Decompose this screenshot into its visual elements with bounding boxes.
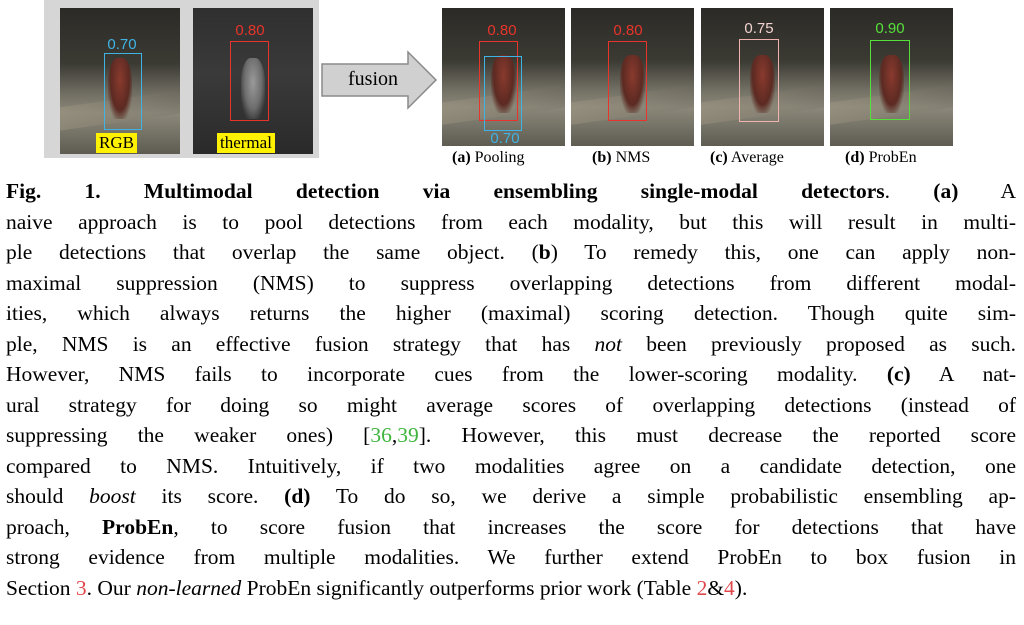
output-image-proben	[830, 8, 953, 146]
caption-text-run: ,	[391, 423, 398, 447]
caption-text-run: ple detections that overlap the same object. (	[6, 240, 539, 264]
caption-text-run: (c)	[886, 362, 911, 386]
pooling-bottom-score: 0.70	[490, 130, 520, 146]
caption-text-run: been previously proposed as such.	[621, 331, 1016, 356]
caption-text-run: not	[594, 331, 622, 356]
subcaption-average: (c) Average	[710, 149, 784, 166]
caption-text-run: (a)	[933, 179, 959, 203]
caption-text-run: .	[884, 179, 934, 203]
caption-text-run: Section	[6, 575, 76, 600]
caption-line	[6, 542, 1016, 573]
caption-text-run: To do so, we derive a simple probabilistic ensembling ap-	[310, 484, 1017, 508]
caption-line	[6, 268, 1016, 299]
caption-text-run: its score.	[135, 484, 285, 508]
caption-text-run: A nat-	[910, 362, 1016, 386]
caption-text-run: However, NMS fails to incorporate cues from the lower-scoring modality.	[6, 362, 887, 386]
caption-text-run: ities, which always returns the higher (maximal) scoring detection. Though quite sim-	[6, 301, 1016, 325]
caption-text-run: maximal suppression (NMS) to suppress overlapping detections from different modal-	[6, 270, 1016, 295]
reference-link[interactable]: 4	[724, 575, 735, 600]
caption-text-run: boost	[89, 484, 136, 508]
thermal-tag: thermal	[217, 133, 275, 153]
caption-text-run: ural strategy for doing so might average scores of overlapping detections (instead of	[6, 392, 1016, 417]
subcaption-pooling: (a) Pooling	[452, 149, 525, 166]
caption-text-run: &	[707, 575, 725, 600]
caption-text-run: ]. However, this must decrease the reported score	[418, 423, 1016, 447]
nms-score: 0.80	[613, 22, 643, 39]
caption-text-run: suppressing the weaker ones) [	[6, 423, 371, 447]
pooling-top-score: 0.80	[487, 22, 517, 39]
caption-line	[6, 573, 1016, 604]
caption-text-run: strong evidence from multiple modalities. We further extend ProbEn to box fusion in	[6, 545, 1016, 569]
citation-link[interactable]: 39	[397, 423, 419, 447]
subcaption-nms: (b) NMS	[592, 149, 651, 166]
rgb-tag: RGB	[96, 133, 137, 153]
caption-text-run: b	[538, 240, 551, 264]
caption-line	[6, 512, 1016, 543]
rgb-detection-box	[104, 53, 142, 130]
proben-box	[870, 40, 910, 120]
caption-line	[6, 359, 1016, 390]
caption-line	[6, 481, 1016, 512]
reference-link[interactable]: 2	[696, 575, 708, 600]
caption-text-run: A	[958, 179, 1016, 203]
caption-line	[6, 207, 1016, 238]
caption-line	[6, 298, 1016, 329]
caption-line	[6, 390, 1016, 421]
average-box	[739, 39, 779, 122]
thermal-score: 0.80	[235, 22, 265, 39]
caption-text-run: (d)	[284, 484, 311, 508]
caption-text-run: ).	[734, 575, 748, 600]
output-image-average	[701, 8, 824, 146]
figure-caption	[6, 176, 1016, 603]
caption-line	[6, 329, 1016, 360]
caption-text-run: , to score fusion that increases the score for detections that have	[173, 514, 1016, 539]
rgb-score: 0.70	[107, 36, 137, 53]
reference-link[interactable]: 3	[75, 575, 87, 600]
fusion-label: fusion	[348, 68, 398, 90]
caption-text-run: ) To remedy this, one can apply non-	[550, 240, 1016, 264]
caption-line	[6, 451, 1016, 482]
caption-text-run: compared to NMS. Intuitively, if two modalities agree on a candidate detection, one	[6, 453, 1016, 478]
output-image-pooling	[442, 8, 565, 146]
nms-box	[608, 41, 647, 121]
proben-score: 0.90	[875, 20, 905, 37]
caption-text-run: ProbEn significantly outperforms prior work (Table	[241, 575, 697, 600]
thermal-detection-box	[230, 41, 269, 121]
average-score: 0.75	[744, 20, 774, 37]
caption-line	[6, 176, 1016, 207]
pooling-rgb-box	[484, 56, 522, 131]
output-image-nms	[571, 8, 694, 146]
caption-text-run: Fig. 1. Multimodal detection via ensembling single-modal detectors	[6, 179, 885, 203]
caption-line	[6, 237, 1016, 268]
caption-line	[6, 420, 1016, 451]
caption-text-run: . Our	[86, 575, 137, 600]
caption-text-run: ProbEn	[102, 514, 174, 539]
caption-text-run: non-learned	[136, 575, 242, 600]
caption-text-run: naive approach is to pool detections from each modality, but this will result in multi-	[6, 209, 1016, 234]
caption-text-run: ple, NMS is an effective fusion strategy that has	[6, 331, 595, 356]
caption-text-run: should	[6, 484, 90, 508]
subcaption-proben: (d) ProbEn	[845, 149, 917, 166]
caption-text-run: proach,	[6, 514, 103, 539]
citation-link[interactable]: 36	[370, 423, 392, 447]
